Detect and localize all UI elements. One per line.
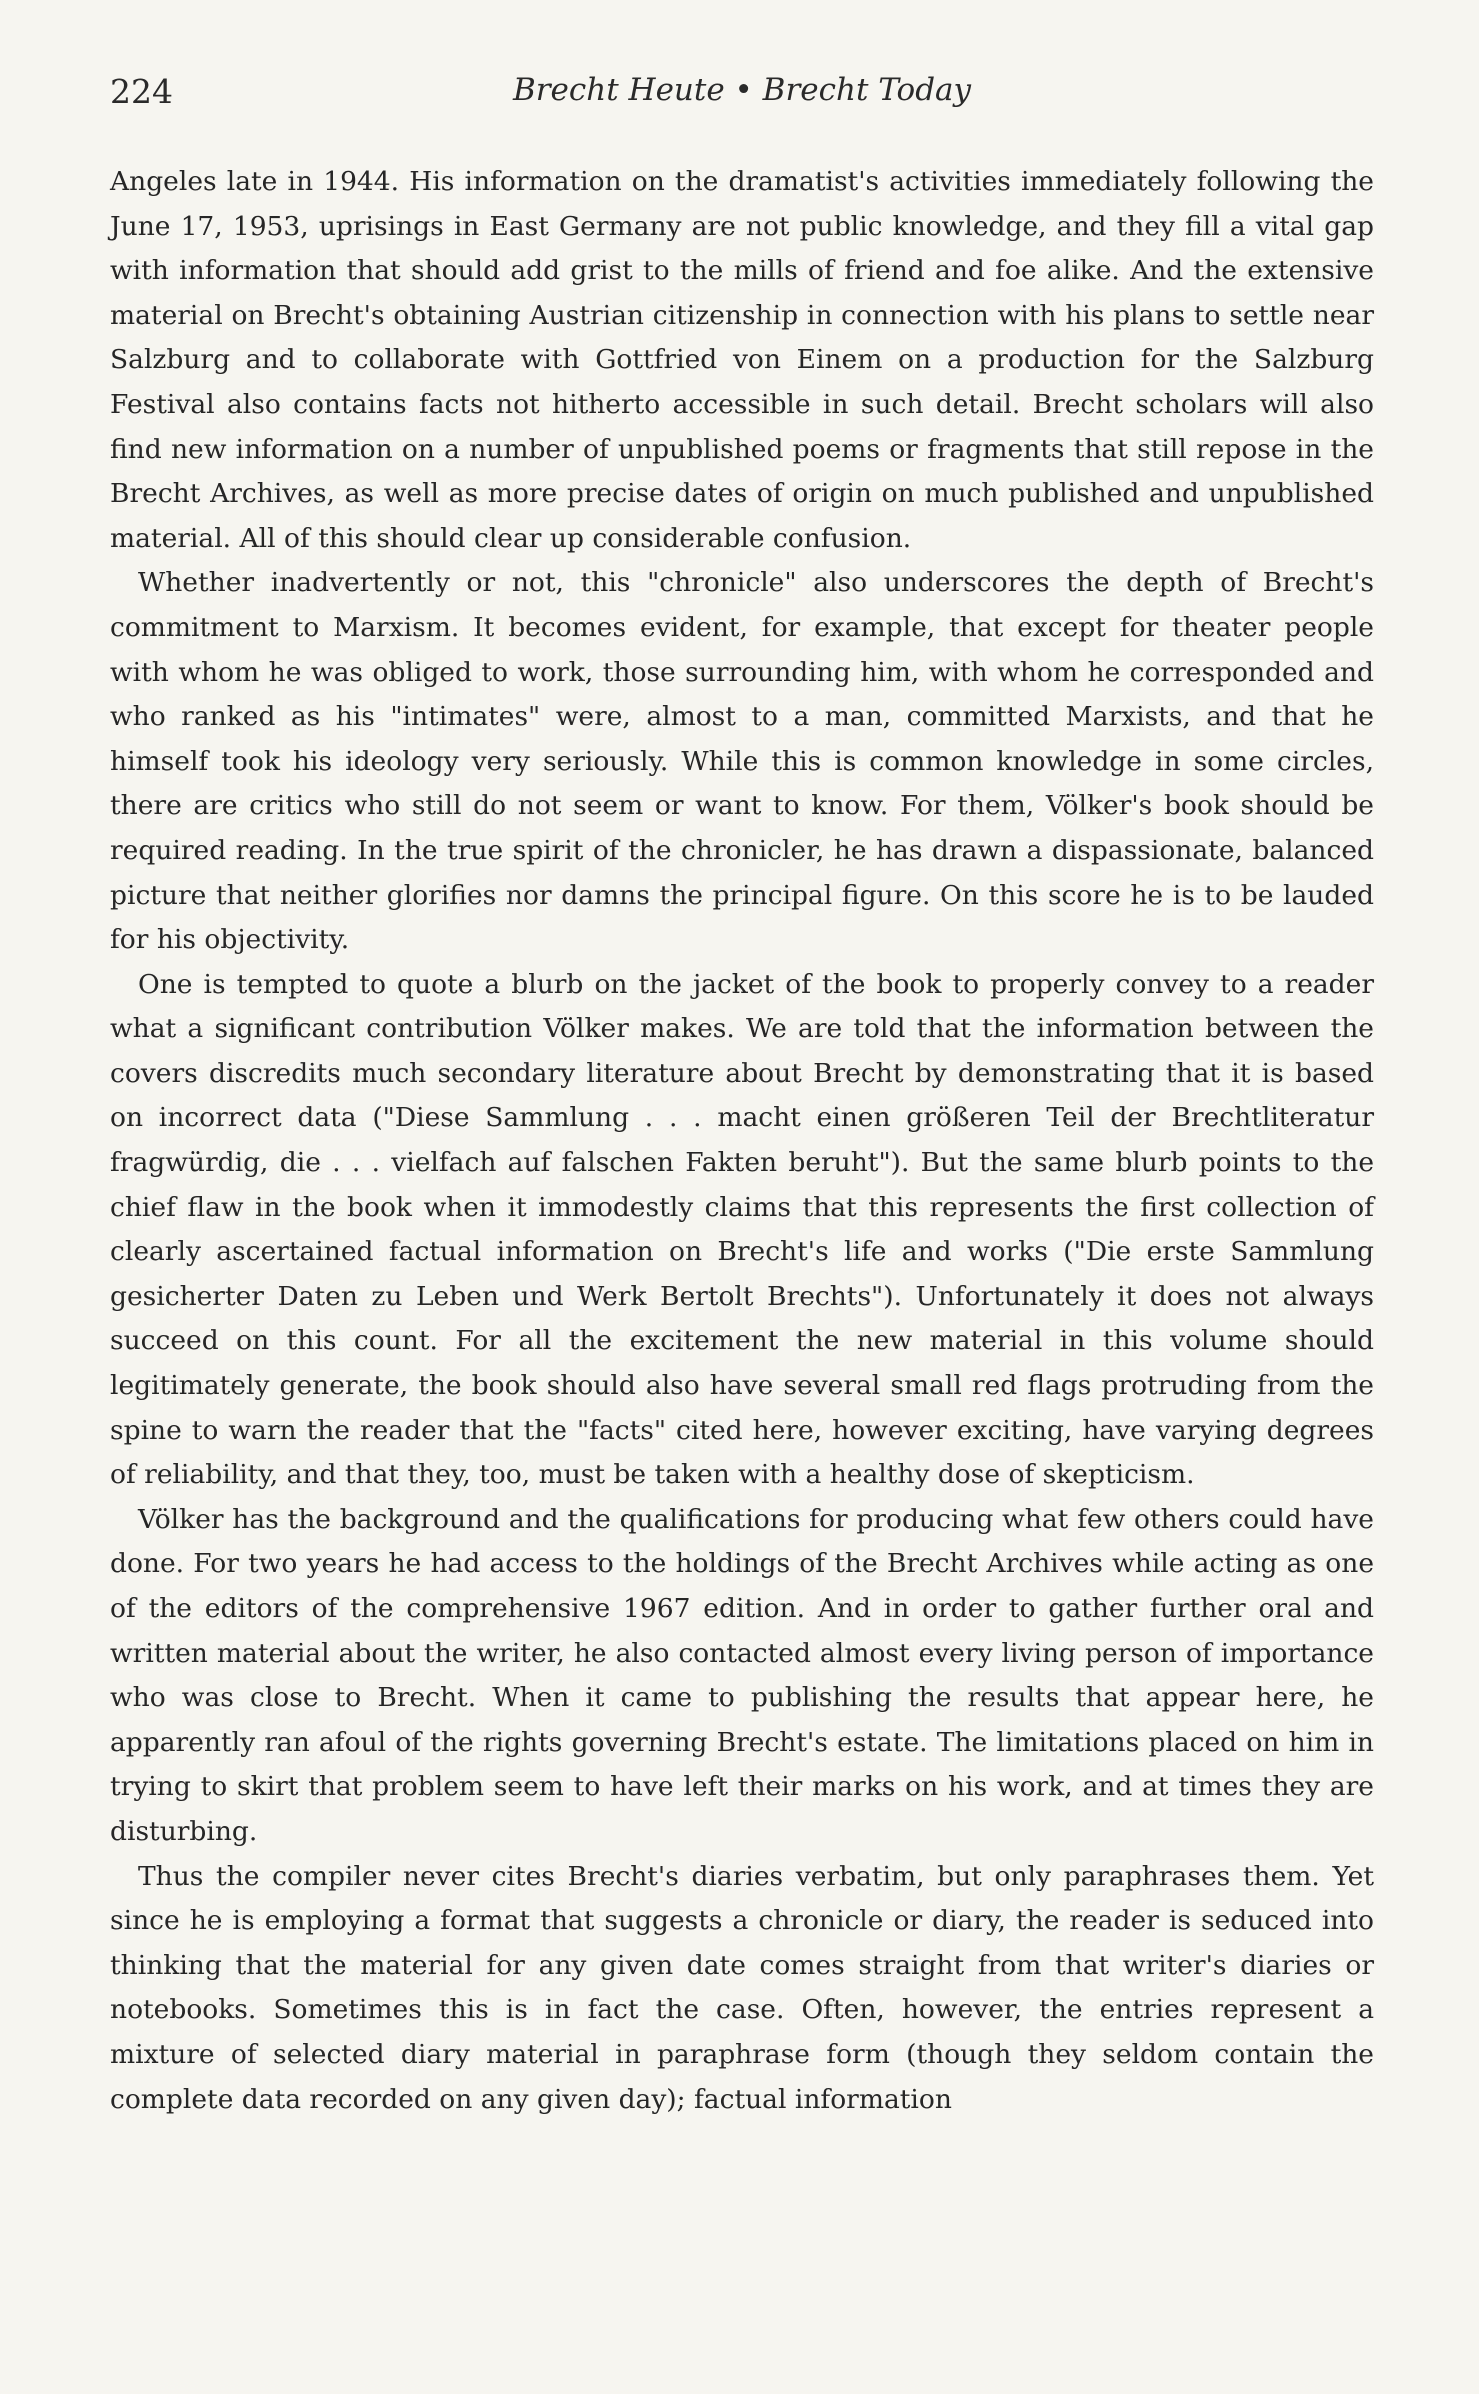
page-number: 224: [110, 72, 173, 111]
running-head: Brecht Heute • Brecht Today: [512, 72, 972, 108]
paragraph: Völker has the background and the qualifications for producing what few others could have done. For two years he had access to the holdings of the Brecht Archives while acting as one of the editors of the comprehensive 1967 edition. And in order to gather further oral and written material about the writer, he also contacted almost every living person of importance who was close to Brecht. When it came to publishing the results that appear here, he apparently ran afoul of the rights governing Brecht's estate. The limitations placed on him in trying to skirt that problem seem to have left their marks on his work, and at times they are disturbing.: [110, 1503, 1374, 1847]
body-text: [110, 160, 1374, 2122]
paragraph: Whether inadvertently or not, this "chronicle" also underscores the depth of Brecht's commitment to Marxism. It becomes evident, for example, that except for theater people with whom he was obliged to work, those surrounding him, with whom he corresponded and who ranked as his "intimates" were, almost to a man, committed Marxists, and that he himself took his ideology very seriously. While this is common knowledge in some circles, there are critics who still do not seem or want to know. For them, Völker's book should be required reading. In the true spirit of the chronicler, he has drawn a dispassionate, balanced picture that neither glorifies nor damns the principal figure. On this score he is to be lauded for his objectivity.: [110, 567, 1374, 956]
paragraph: One is tempted to quote a blurb on the jacket of the book to properly convey to a reader what a significant contribution Völker makes. We are told that the information between the covers discredits much secondary literature about Brecht by demonstrating that it is based on incorrect data ("Diese Sammlung . . . macht einen größeren Teil der Brechtliteratur fragwürdig, die . . . vielfach auf falschen Fakten beruht"). But the same blurb points to the chief flaw in the book when it immodestly claims that this represents the first collection of clearly ascertained factual information on Brecht's life and works ("Die erste Sammlung gesicherter Daten zu Leben und Werk Bertolt Brechts"). Unfortunately it does not always succeed on this count. For all the excitement the new material in this volume should legitimately generate, the book should also have several small red flags protruding from the spine to warn the reader that the "facts" cited here, however exciting, have varying degrees of reliability, and that they, too, must be taken with a healthy dose of skepticism.: [110, 968, 1374, 1491]
page-header: [110, 62, 1374, 122]
paragraph: Angeles late in 1944. His information on the dramatist's activities immediately following the June 17, 1953, uprisings in East Germany are not public knowledge, and they fill a vital gap with information that should add grist to the mills of friend and foe alike. And the extensive material on Brecht's obtaining Austrian citizenship in connection with his plans to settle near Salzburg and to collaborate with Gottfried von Einem on a production for the Salzburg Festival also contains facts not hitherto accessible in such detail. Brecht scholars will also find new information on a number of unpublished poems or fragments that still repose in the Brecht Archives, as well as more precise dates of origin on much published and unpublished material. All of this should clear up considerable confusion.: [110, 166, 1374, 554]
paragraph: Thus the compiler never cites Brecht's diaries verbatim, but only paraphrases them. Yet since he is employing a format that suggests a chronicle or diary, the reader is seduced into thinking that the material for any given date comes straight from that writer's diaries or notebooks. Sometimes this is in fact the case. Often, however, the entries represent a mixture of selected diary material in paraphrase form (though they seldom contain the complete data recorded on any given day); factual information: [110, 1860, 1374, 2115]
